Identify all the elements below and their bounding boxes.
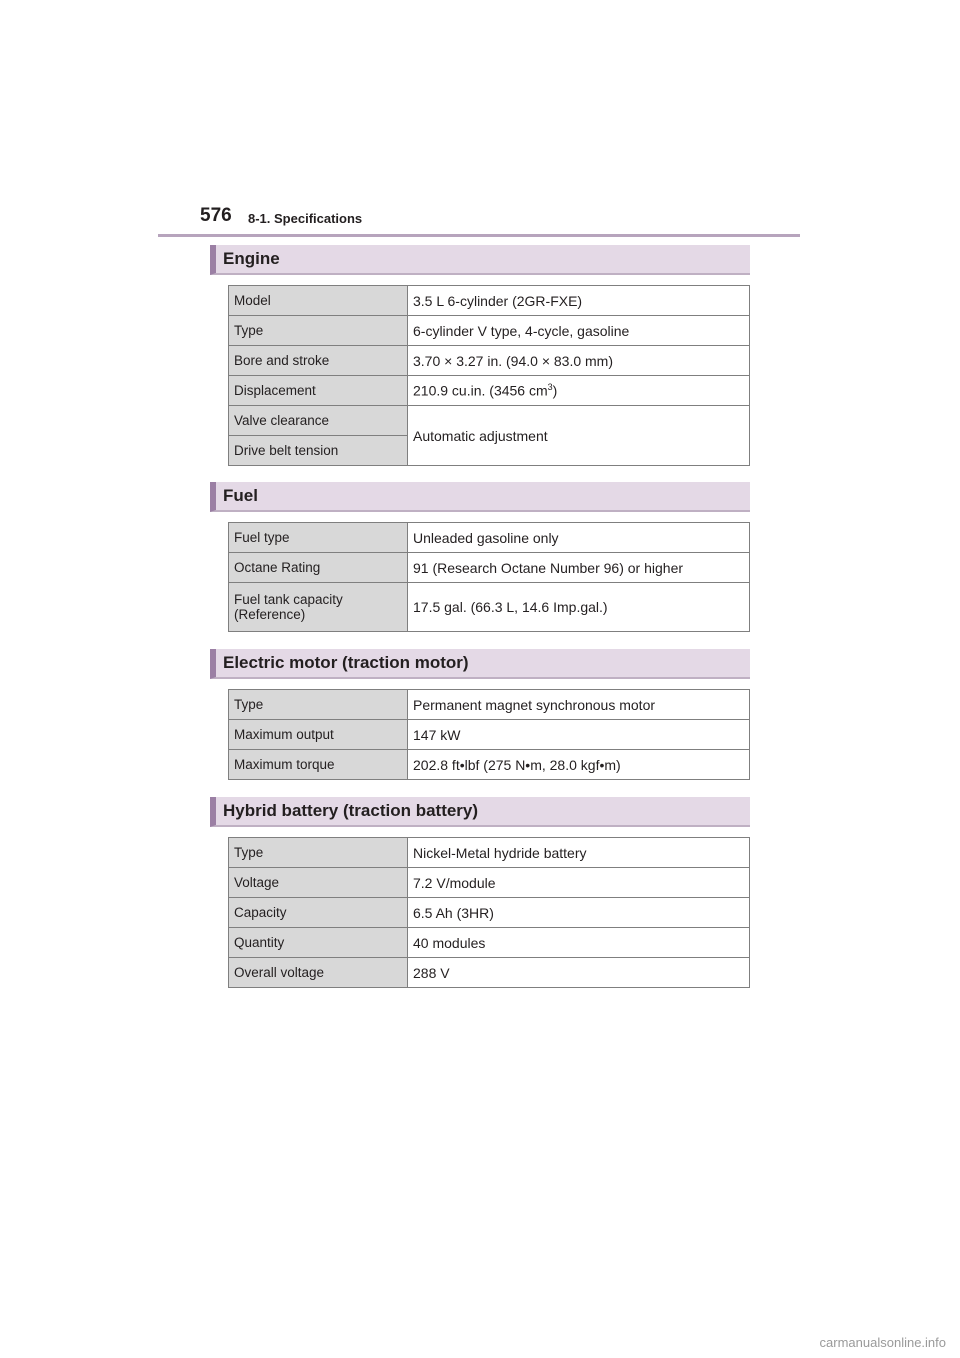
- spec-value: 6-cylinder V type, 4-cycle, gasoline: [408, 316, 750, 346]
- spec-key: Drive belt tension: [229, 436, 408, 466]
- spec-key: Bore and stroke: [229, 346, 408, 376]
- table-row: [229, 376, 750, 406]
- table-row: [229, 286, 750, 316]
- table-row: [229, 898, 750, 928]
- page-number: 576: [200, 205, 232, 226]
- spec-key: Fuel type: [229, 523, 408, 553]
- table-row: [229, 720, 750, 750]
- spec-value: 6.5 Ah (3HR): [408, 898, 750, 928]
- spec-key: Octane Rating: [229, 553, 408, 583]
- spec-value-text: 210.9 cu.in. (3456 cm: [413, 382, 548, 399]
- spec-key: Maximum torque: [229, 750, 408, 780]
- table-row: [229, 553, 750, 583]
- spec-key: Displacement: [229, 376, 408, 406]
- spec-key: [229, 583, 408, 632]
- spec-value: 3.70 × 3.27 in. (94.0 × 83.0 mm): [408, 346, 750, 376]
- electric-motor-table: [228, 689, 750, 780]
- spec-value: [408, 376, 750, 406]
- table-row: [229, 316, 750, 346]
- spec-key-line1: Fuel tank capacity: [234, 592, 343, 607]
- spec-value: 91 (Research Octane Number 96) or higher: [408, 553, 750, 583]
- spec-value: Nickel-Metal hydride battery: [408, 838, 750, 868]
- spec-key-line2: (Reference): [234, 607, 306, 622]
- section-label: 8-1. Specifications: [248, 211, 363, 226]
- watermark-text: carmanualsonline.info: [819, 1335, 946, 1350]
- spec-key: Valve clearance: [229, 406, 408, 436]
- spec-value: Permanent magnet synchronous motor: [408, 690, 750, 720]
- spec-value: 202.8 ft•lbf (275 N•m, 28.0 kgf•m): [408, 750, 750, 780]
- section-title-engine: Engine: [210, 245, 750, 275]
- spec-value: 7.2 V/module: [408, 868, 750, 898]
- spec-value: 147 kW: [408, 720, 750, 750]
- table-row: [229, 690, 750, 720]
- spec-value-tail: ): [552, 382, 558, 399]
- spec-value: 288 V: [408, 958, 750, 988]
- engine-table: [228, 285, 750, 466]
- spec-key: Type: [229, 690, 408, 720]
- spec-value: 17.5 gal. (66.3 L, 14.6 Imp.gal.): [408, 583, 750, 632]
- spec-key: Overall voltage: [229, 958, 408, 988]
- table-row: [229, 928, 750, 958]
- spec-key: Type: [229, 838, 408, 868]
- spec-value: 3.5 L 6-cylinder (2GR-FXE): [408, 286, 750, 316]
- spec-value: 40 modules: [408, 928, 750, 958]
- spec-key: Maximum output: [229, 720, 408, 750]
- table-row: [229, 406, 750, 436]
- section-title-fuel: Fuel: [210, 482, 750, 512]
- spec-key: Capacity: [229, 898, 408, 928]
- hybrid-battery-table: [228, 837, 750, 988]
- table-row: [229, 838, 750, 868]
- spec-key: Quantity: [229, 928, 408, 958]
- spec-key: Type: [229, 316, 408, 346]
- spec-value: Automatic adjustment: [408, 406, 750, 466]
- section-title-hybrid-battery: Hybrid battery (traction battery): [210, 797, 750, 827]
- table-row: [229, 523, 750, 553]
- table-row: [229, 750, 750, 780]
- table-row: [229, 583, 750, 632]
- superscript: 3: [547, 382, 553, 393]
- spec-key: Voltage: [229, 868, 408, 898]
- table-row: [229, 958, 750, 988]
- page-header: [158, 200, 800, 237]
- fuel-table: [228, 522, 750, 632]
- section-title-electric-motor: Electric motor (traction motor): [210, 649, 750, 679]
- table-row: [229, 868, 750, 898]
- spec-value: Unleaded gasoline only: [408, 523, 750, 553]
- spec-key: Model: [229, 286, 408, 316]
- table-row: [229, 346, 750, 376]
